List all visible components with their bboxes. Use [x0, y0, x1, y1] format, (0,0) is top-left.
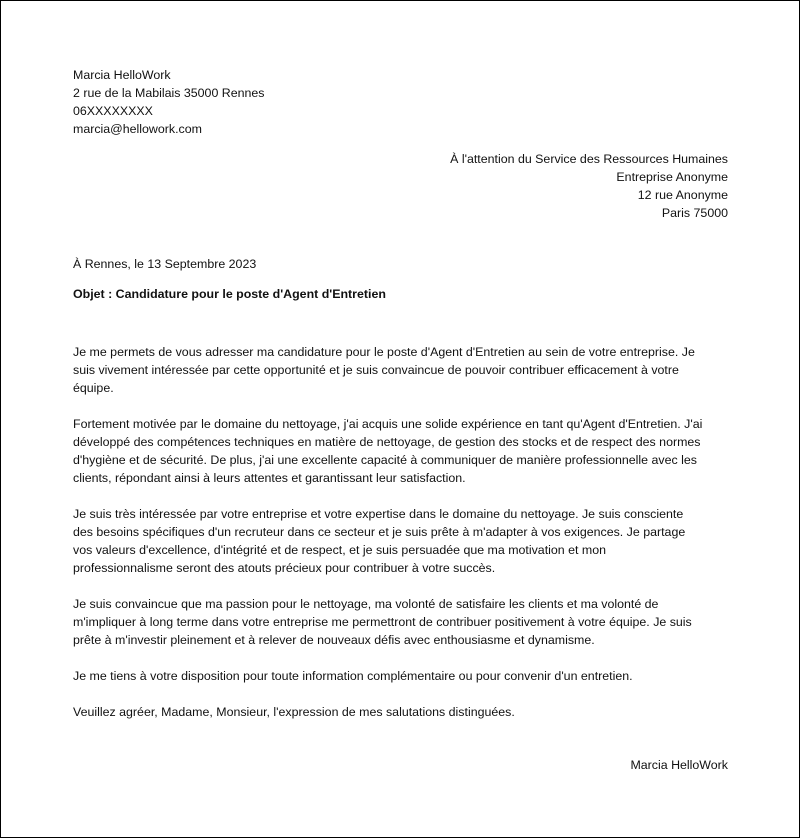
- subject-line: Objet : Candidature pour le poste d'Agent d'Entretien: [73, 287, 386, 301]
- recipient-street: 12 rue Anonyme: [637, 188, 728, 202]
- sender-address: 2 rue de la Mabilais 35000 Rennes: [73, 86, 265, 100]
- paragraph-line: Je me tiens à votre disposition pour toute information complémentaire ou pour convenir d'un entretien.: [73, 669, 633, 683]
- body-paragraph: [73, 343, 733, 397]
- paragraph-line: prête à m'investir pleinement et à relever de nouveaux défis avec enthousiasme et dynamisme.: [73, 633, 595, 647]
- sender-name: Marcia HelloWork: [73, 68, 171, 82]
- paragraph-line: Je suis très intéressée par votre entreprise et votre expertise dans le domaine du nettoyage. Je suis consciente: [73, 507, 684, 521]
- paragraph-line: clients, répondant ainsi à leurs attentes et garantissant leur satisfaction.: [73, 471, 466, 485]
- paragraph-line: des besoins spécifiques d'un recruteur dans ce secteur et je suis prête à m'adapter à vos exigences. Je partage: [73, 525, 686, 539]
- recipient-city: Paris 75000: [661, 206, 728, 220]
- recipient-block: [450, 150, 728, 222]
- body-paragraph: [73, 505, 733, 577]
- paragraph-line: suis vivement intéressée par cette opportunité et je suis convaincue de pouvoir contribuer efficacement à votre: [73, 363, 679, 377]
- paragraph-line: Je suis convaincue que ma passion pour le nettoyage, ma volonté de satisfaire les clients et ma volonté de: [73, 597, 659, 611]
- paragraph-line: vos valeurs d'excellence, d'intégrité et de respect, et je suis persuadée que ma motivation et mon: [73, 543, 607, 557]
- paragraph-line: développé des compétences techniques en matière de nettoyage, de gestion des stocks et de respect des normes: [73, 435, 701, 449]
- body-paragraph: [73, 595, 733, 649]
- body-paragraph: [73, 415, 733, 487]
- sender-block: [73, 66, 265, 138]
- date-line: À Rennes, le 13 Septembre 2023: [73, 257, 257, 271]
- paragraph-line: équipe.: [73, 381, 114, 395]
- sender-email: marcia@hellowork.com: [73, 122, 202, 136]
- signature: Marcia HelloWork: [630, 758, 728, 772]
- paragraph-line: m'impliquer à long terme dans votre entreprise me permettront de contribuer positivement à votre équipe. Je suis: [73, 615, 692, 629]
- paragraph-line: Veuillez agréer, Madame, Monsieur, l'expression de mes salutations distinguées.: [73, 705, 515, 719]
- sender-phone: 06XXXXXXXX: [73, 104, 153, 118]
- paragraph-line: Fortement motivée par le domaine du nettoyage, j'ai acquis une solide expérience en tant qu'Agent d'Entretien. J'ai: [73, 417, 703, 431]
- paragraph-line: d'hygiène et de sécurité. De plus, j'ai une excellente capacité à communiquer de manière professionnelle avec les: [73, 453, 697, 467]
- recipient-attention: À l'attention du Service des Ressources Humaines: [450, 152, 728, 166]
- recipient-company: Entreprise Anonyme: [616, 170, 728, 184]
- letter-body: [73, 343, 733, 739]
- paragraph-line: Je me permets de vous adresser ma candidature pour le poste d'Agent d'Entretien au sein de votre entreprise. Je: [73, 345, 695, 359]
- body-paragraph: [73, 667, 733, 685]
- paragraph-line: professionnalisme seront des atouts précieux pour contribuer à votre succès.: [73, 561, 496, 575]
- body-paragraph: [73, 703, 733, 721]
